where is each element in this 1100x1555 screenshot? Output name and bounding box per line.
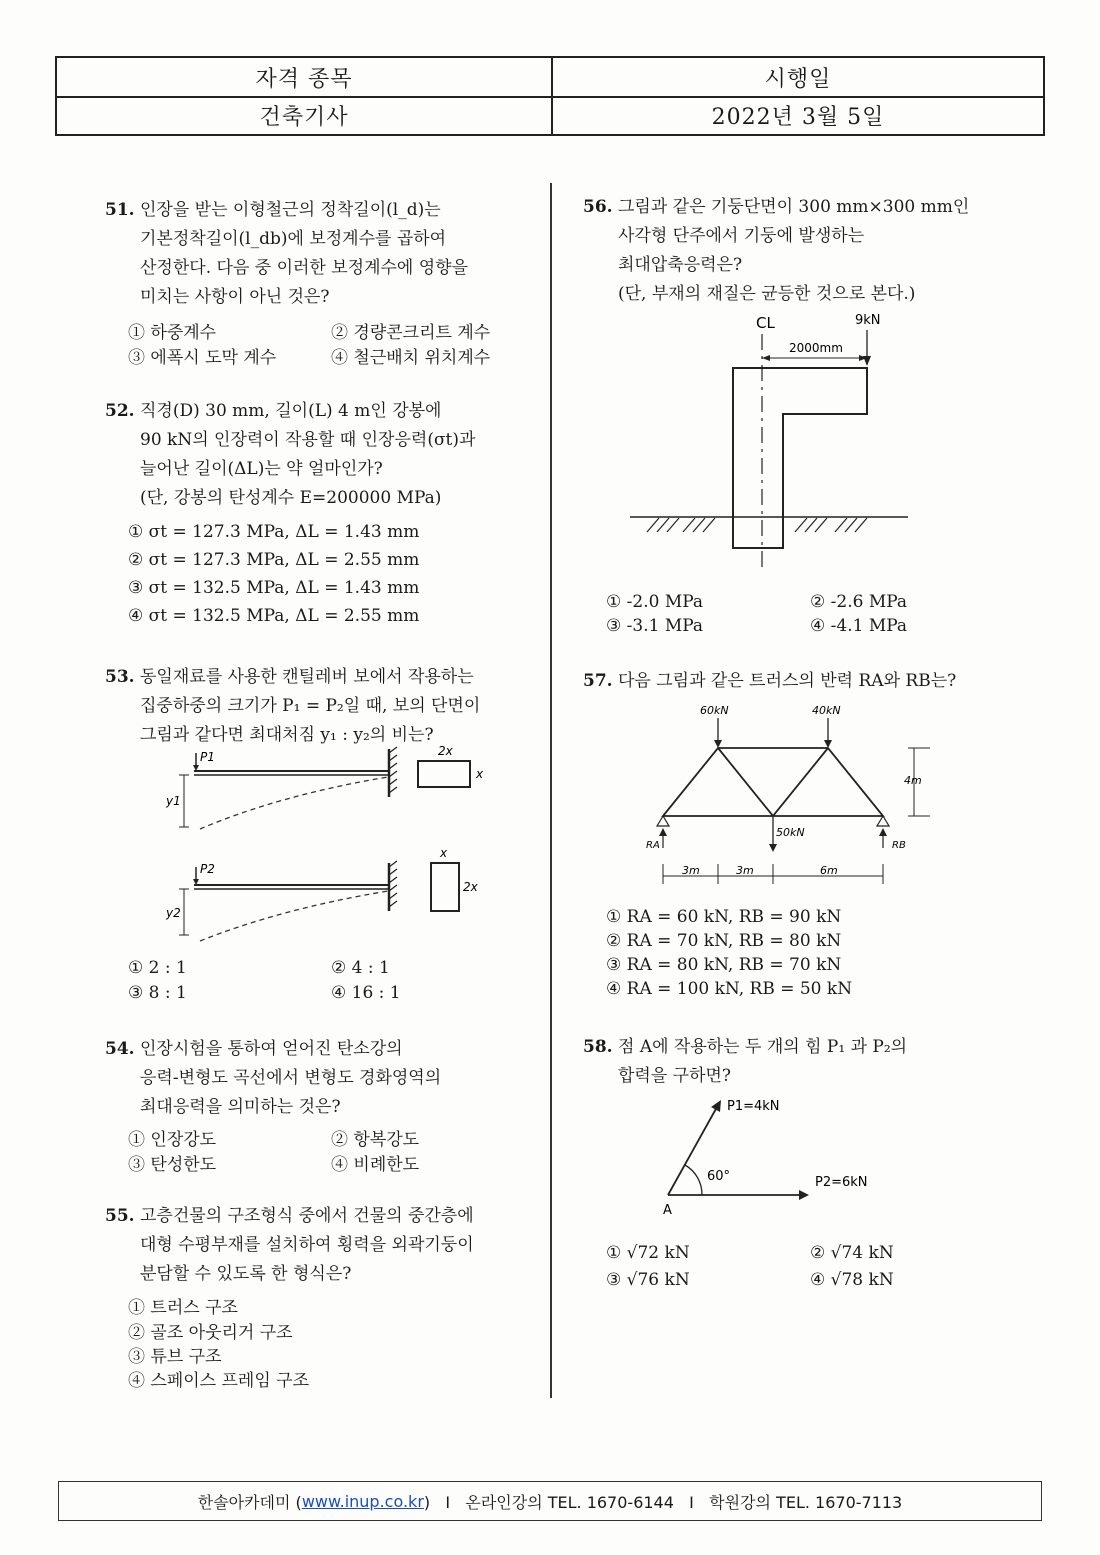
question-number: 52. [105, 401, 135, 421]
question-stem [140, 196, 468, 312]
option[interactable]: ② -2.6 MPa [810, 592, 908, 612]
option[interactable]: ④ 스페이스 프레임 구조 [128, 1371, 310, 1391]
question-number: 56. [583, 197, 613, 217]
label-load-50: 50kN [776, 826, 805, 839]
stem-line: (단, 부재의 재질은 균등한 것으로 본다.) [618, 284, 916, 304]
stem-line: 동일재료를 사용한 캔틸레버 보에서 작용하는 [140, 667, 474, 687]
stem-line: 그림과 같은 기둥단면이 300 mm×300 mm인 [618, 197, 970, 217]
label-dim-3: 6m [820, 864, 838, 877]
option[interactable]: ② 골조 아웃리거 구조 [128, 1323, 293, 1343]
label-section1-height: x [476, 767, 484, 781]
stem-line: (단, 강봉의 탄성계수 E=200000 MPa) [140, 488, 442, 508]
option[interactable]: ③ 튜브 구조 [128, 1347, 222, 1367]
question-stem [618, 1033, 907, 1091]
option[interactable]: ① √72 kN [606, 1243, 690, 1263]
label-dim-2: 3m [736, 864, 754, 877]
option[interactable]: ③ 탄성한도 [128, 1155, 217, 1175]
question-stem [140, 663, 480, 750]
question-stem [618, 193, 969, 309]
dim-arrow-left [762, 355, 770, 361]
stem-line: 합력을 구하면? [618, 1066, 732, 1086]
option[interactable]: ① -2.0 MPa [606, 592, 704, 612]
stem-line: 고층건물의 구조형식 중에서 건물의 중간층에 [140, 1206, 474, 1226]
deflection-curve-1 [200, 777, 388, 829]
option[interactable]: ③ √76 kN [606, 1270, 690, 1290]
force-vector-figure [655, 1090, 885, 1220]
label-p2: P2 [200, 862, 215, 876]
question-number: 53. [105, 667, 135, 687]
label-y1: y1 [166, 794, 181, 808]
question-number: 58. [583, 1037, 613, 1057]
label-section1-width: 2x [438, 745, 453, 758]
reaction-a-arrowhead [659, 828, 667, 836]
option[interactable]: ① 인장강도 [128, 1130, 217, 1150]
question-stem [618, 667, 956, 696]
label-section2-width: x [440, 846, 448, 860]
option[interactable]: ④ 철근배치 위치계수 [331, 348, 491, 368]
column-outline [733, 368, 867, 548]
section-1 [418, 761, 470, 787]
option[interactable]: ④ 비례한도 [331, 1155, 420, 1175]
question-53 [105, 663, 481, 750]
label-p2: P2=6kN [815, 1175, 868, 1190]
label-distance: 2000mm [789, 341, 843, 355]
stem-line: 인장시험을 통하여 얻어진 탄소강의 [140, 1039, 403, 1059]
arrowhead-load-40 [824, 740, 832, 748]
option[interactable]: ① 2 : 1 [128, 958, 187, 978]
truss-figure [640, 700, 940, 890]
option[interactable]: ④ 16 : 1 [331, 983, 401, 1003]
footer-website-link[interactable]: www.inup.co.kr [301, 1491, 424, 1511]
option[interactable]: ② 4 : 1 [331, 958, 390, 978]
stem-line: 다음 그림과 같은 트러스의 반력 RA와 RB는? [618, 671, 957, 691]
section-2 [431, 863, 459, 911]
question-stem [140, 397, 475, 513]
reaction-b-arrowhead [879, 828, 887, 836]
option[interactable]: ① 하중계수 [128, 323, 217, 343]
stem-line: 늘어난 길이(ΔL)는 약 얼마인가? [140, 459, 383, 479]
option[interactable]: ② RA = 70 kN, RB = 80 kN [606, 931, 842, 951]
header-table [55, 56, 1045, 136]
column-figure [625, 310, 915, 580]
truss-members [663, 748, 883, 816]
option[interactable]: ② σt = 127.3 MPa, ΔL = 2.55 mm [128, 550, 420, 570]
label-y2: y2 [166, 906, 181, 920]
column-divider [550, 183, 552, 1398]
stem-line: 사각형 단주에서 기둥에 발생하는 [618, 226, 865, 246]
stem-line: 90 kN의 인장력이 작용할 때 인장응력(σt)과 [140, 430, 476, 450]
support-a [657, 816, 669, 826]
label-p1: P1=4kN [727, 1099, 780, 1114]
arrowhead-load-60 [714, 740, 722, 748]
stem-line: 집중하중의 크기가 P₁ = P₂일 때, 보의 단면이 [140, 696, 481, 716]
label-section2-height: 2x [463, 880, 478, 894]
label-angle: 60° [707, 1169, 731, 1184]
question-51 [105, 196, 469, 312]
option[interactable]: ③ 에폭시 도막 계수 [128, 348, 277, 368]
stem-line: 대형 수평부재를 설치하여 횡력을 외곽기둥이 [140, 1235, 474, 1255]
stem-line: 분담할 수 있도록 한 형식은? [140, 1264, 352, 1284]
stem-line: 인장을 받는 이형철근의 정착길이(l_d)는 [140, 200, 441, 220]
option[interactable]: ① 트러스 구조 [128, 1298, 238, 1318]
vector-p2-head [799, 1190, 809, 1200]
question-stem [140, 1202, 474, 1289]
question-57 [583, 667, 957, 696]
option[interactable]: ④ σt = 132.5 MPa, ΔL = 2.55 mm [128, 606, 420, 626]
footer-academy: 한솔아카데미 ( [197, 1492, 302, 1512]
header-value-date: 2022년 3월 5일 [711, 104, 885, 130]
angle-arc [685, 1165, 702, 1195]
header-label-date: 시행일 [764, 66, 832, 92]
header-label-qualification: 자격 종목 [57, 58, 553, 96]
footer [58, 1481, 1042, 1521]
option[interactable]: ③ 8 : 1 [128, 983, 187, 1003]
option[interactable]: ② 경량콘크리트 계수 [331, 323, 491, 343]
label-point-a: A [663, 1203, 672, 1218]
question-58 [583, 1033, 908, 1091]
header-row-labels [57, 58, 1043, 98]
question-number: 54. [105, 1039, 135, 1059]
label-height: 4m [904, 774, 922, 787]
ground-hatch [647, 518, 867, 532]
question-55 [105, 1202, 474, 1289]
option[interactable]: ② 항복강도 [331, 1130, 420, 1150]
option[interactable]: ③ -3.1 MPa [606, 616, 704, 636]
option[interactable]: ① RA = 60 kN, RB = 90 kN [606, 907, 842, 927]
label-dim-1: 3m [682, 864, 700, 877]
option[interactable]: ④ RA = 100 kN, RB = 50 kN [606, 979, 853, 999]
question-56 [583, 193, 970, 309]
label-load: 9kN [855, 313, 881, 328]
stem-line: 직경(D) 30 mm, 길이(L) 4 m인 강봉에 [140, 401, 442, 421]
label-ra: RA [646, 840, 660, 851]
stem-line: 최대응력을 의미하는 것은? [140, 1097, 341, 1117]
cantilever-figure [160, 745, 500, 945]
stem-line: 그림과 같다면 최대처짐 y₁ : y₂의 비는? [140, 725, 434, 745]
stem-line: 미치는 사항이 아닌 것은? [140, 287, 330, 307]
stem-line: 기본정착길이(l_db)에 보정계수를 곱하여 [140, 229, 447, 249]
question-number: 55. [105, 1206, 135, 1226]
question-54 [105, 1035, 442, 1122]
support-b [877, 816, 889, 826]
question-number: 57. [583, 671, 613, 691]
label-rb: RB [892, 840, 906, 851]
stem-line: 산정한다. 다음 중 이러한 보정계수에 영향을 [140, 258, 469, 278]
label-load-60: 60kN [700, 704, 729, 717]
stem-line: 응력-변형도 곡선에서 변형도 경화영역의 [140, 1068, 442, 1088]
stem-line: 점 A에 작용하는 두 개의 힘 P₁ 과 P₂의 [618, 1037, 908, 1057]
question-number: 51. [105, 200, 135, 220]
arrowhead-load-50 [769, 844, 777, 852]
option[interactable]: ① σt = 127.3 MPa, ΔL = 1.43 mm [128, 522, 420, 542]
question-52 [105, 397, 476, 513]
header-value-qualification: 건축기사 [57, 96, 553, 134]
question-stem [140, 1035, 441, 1122]
option[interactable]: ④ -4.1 MPa [810, 616, 908, 636]
option[interactable]: ② √74 kN [810, 1243, 894, 1263]
header-row-values [57, 96, 1043, 134]
label-centerline: CL [756, 314, 775, 332]
footer-contacts: ) I 온라인강의 TEL. 1670-6144 I 학원강의 TEL. 1670-7113 [423, 1492, 903, 1512]
label-p1: P1 [200, 750, 215, 764]
option[interactable]: ③ σt = 132.5 MPa, ΔL = 1.43 mm [128, 578, 420, 598]
label-load-40: 40kN [812, 704, 841, 717]
deflection-curve-2 [200, 891, 388, 941]
option[interactable]: ④ √78 kN [810, 1270, 894, 1290]
stem-line: 최대압축응력은? [618, 255, 743, 275]
option[interactable]: ③ RA = 80 kN, RB = 70 kN [606, 955, 842, 975]
